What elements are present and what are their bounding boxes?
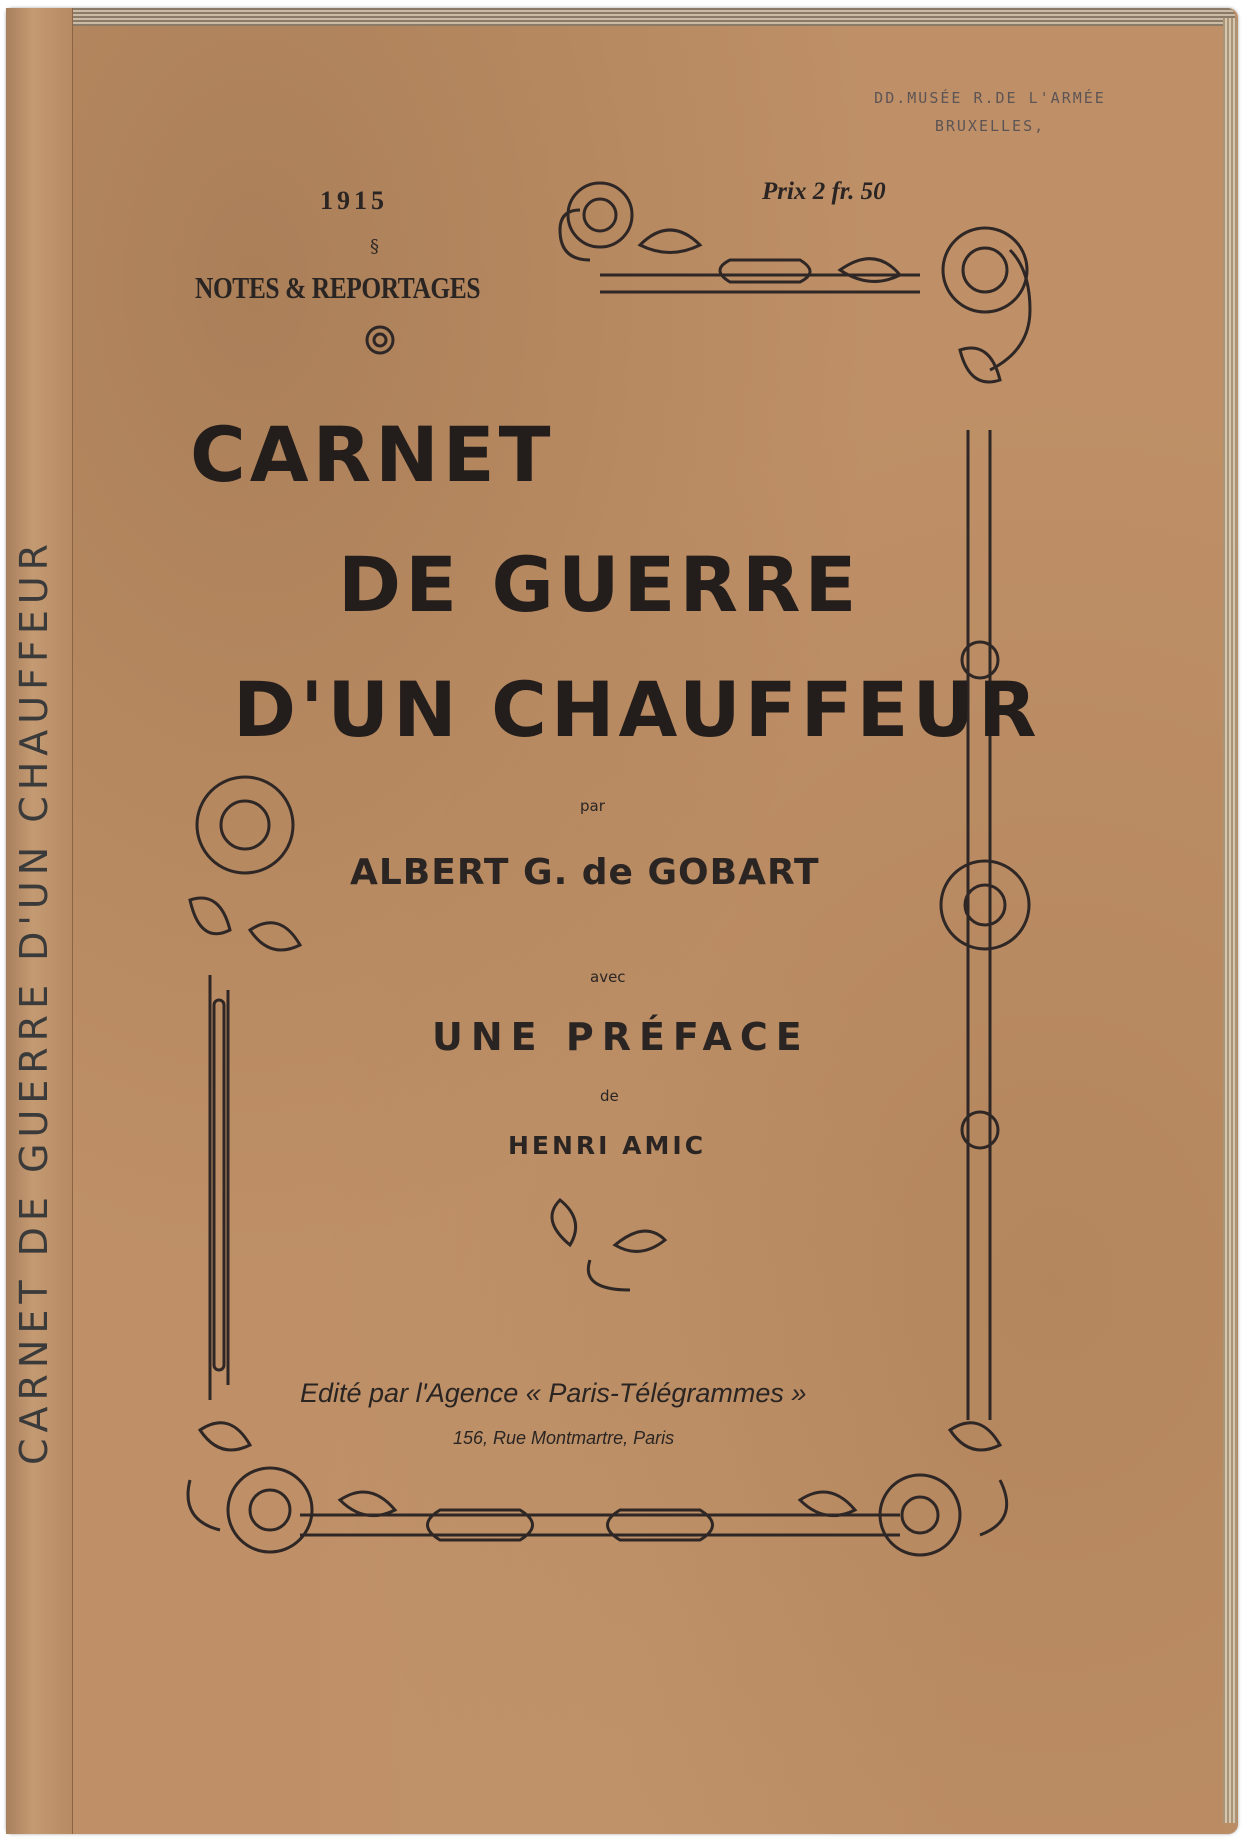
author-name: ALBERT G. de GOBART [350, 852, 820, 893]
spine-title: CARNET DE GUERRE D'UN CHAUFFEUR [12, 537, 56, 1465]
price: Prix 2 fr. 50 [762, 178, 886, 205]
publication-year: 1915 [320, 186, 388, 215]
preface-label: UNE PRÉFACE [432, 1015, 810, 1059]
of-label: de [600, 1087, 619, 1105]
museum-stamp [830, 84, 1150, 140]
stamp-line-2: BRUXELLES, [934, 117, 1046, 135]
preface-author: HENRI AMIC [508, 1131, 707, 1160]
title-line-2: DE GUERRE [338, 540, 861, 629]
svg-text:§: § [370, 236, 379, 257]
series-title: NOTES & REPORTAGES [195, 270, 481, 305]
title-line-1: CARNET [190, 410, 555, 499]
by-label: par [580, 797, 605, 815]
publisher-address: 156, Rue Montmartre, Paris [453, 1428, 675, 1448]
publisher: Edité par l'Agence « Paris-Télégrammes » [300, 1378, 807, 1408]
with-label: avec [590, 968, 626, 986]
title-line-3: D'UN CHAUFFEUR [233, 665, 1041, 754]
stamp-line-1: DD.MUSÉE R.DE L'ARMÉE [874, 89, 1106, 107]
